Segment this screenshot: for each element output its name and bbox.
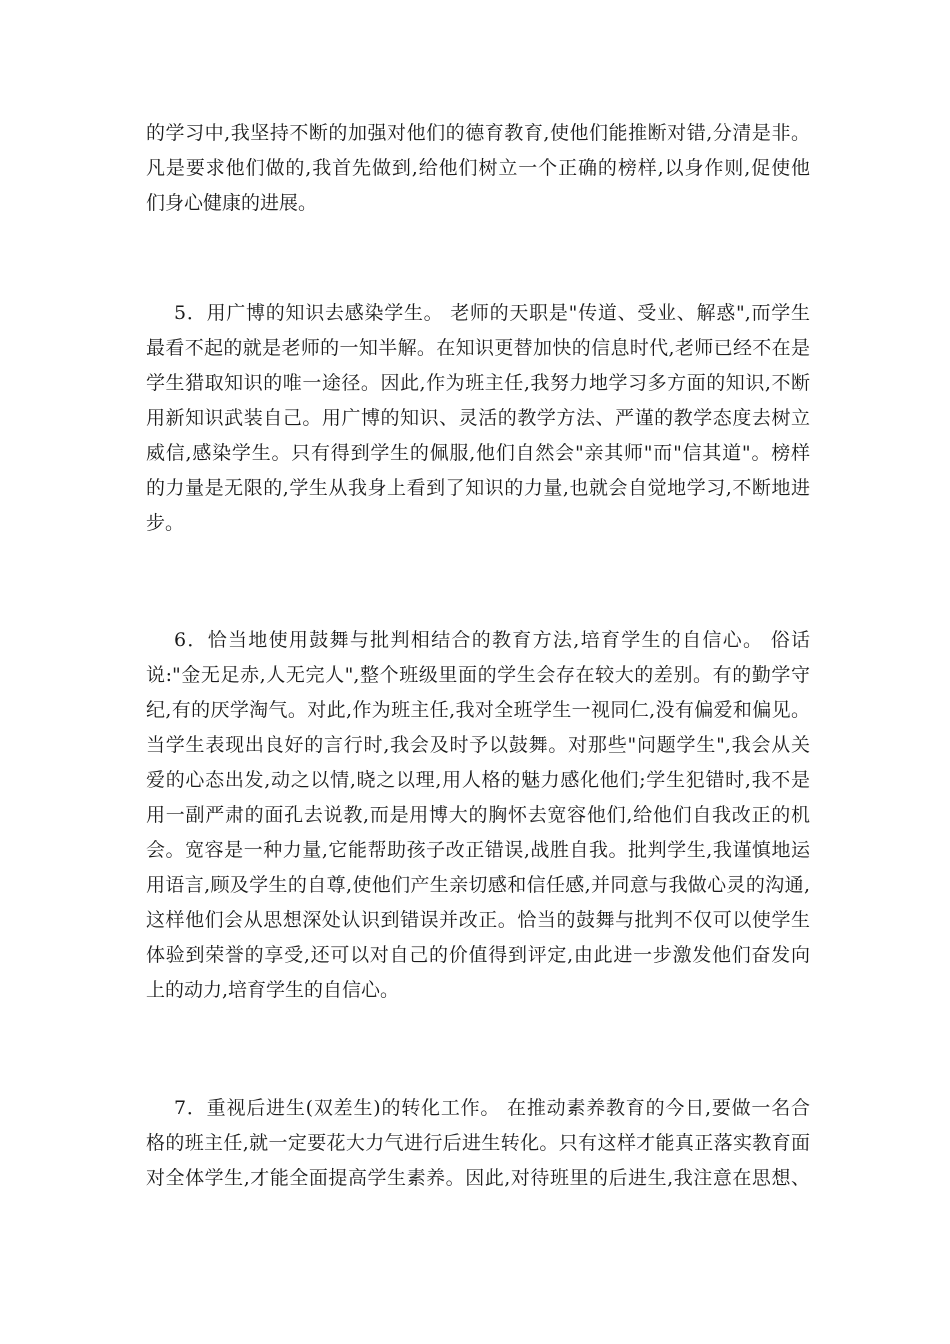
text-line: 6．恰当地使用鼓舞与批判相结合的教育方法,培育学生的自信心。 俗话 <box>174 629 810 651</box>
paragraph-item-7 <box>146 1091 810 1196</box>
text-line: 这样他们会从思想深处认识到错误并改正。恰当的鼓舞与批判不仅可以使学生 <box>146 909 810 931</box>
text-line: 凡是要求他们做的,我首先做到,给他们树立一个正确的榜样,以身作则,促使他 <box>146 157 810 179</box>
paragraph-item-6 <box>146 623 810 1008</box>
text-line: 格的班主任,就一定要花大力气进行后进生转化。只有这样才能真正落实教育面 <box>146 1132 810 1154</box>
text-line: 会。宽容是一种力量,它能帮助孩子改正错误,战胜自我。批判学生,我谨慎地运 <box>146 839 810 861</box>
text-line: 威信,感染学生。只有得到学生的佩服,他们自然会"亲其师"而"信其道"。榜样 <box>146 442 810 464</box>
text-line: 学生猎取知识的唯一途径。因此,作为班主任,我努力地学习多方面的知识,不断 <box>146 372 810 394</box>
text-line: 用新知识武装自己。用广博的知识、灵活的教学方法、严谨的教学态度去树立 <box>146 407 810 429</box>
text-line: 当学生表现出良好的言行时,我会及时予以鼓舞。对那些"问题学生",我会从关 <box>146 734 810 756</box>
text-line: 最看不起的就是老师的一知半解。在知识更替加快的信息时代,老师已经不在是 <box>146 337 810 359</box>
text-line: 用一副严肃的面孔去说教,而是用博大的胸怀去宽容他们,给他们自我改正的机 <box>146 804 810 826</box>
paragraph-moral-education <box>146 116 810 221</box>
text-line: 体验到荣誉的享受,还可以对自己的价值得到评定,由此进一步激发他们奋发向 <box>146 944 810 966</box>
text-line: 爱的心态出发,动之以情,晓之以理,用人格的魅力感化他们;学生犯错时,我不是 <box>146 769 810 791</box>
text-line: 用语言,顾及学生的自尊,使他们产生亲切感和信任感,并同意与我做心灵的沟通, <box>146 874 810 896</box>
text-line: 们身心健康的进展。 <box>146 192 318 214</box>
text-line: 的力量是无限的,学生从我身上看到了知识的力量,也就会自觉地学习,不断地进 <box>146 477 810 499</box>
paragraph-item-5 <box>146 296 810 541</box>
text-line: 7．重视后进生(双差生)的转化工作。 在推动素养教育的今日,要做一名合 <box>174 1097 810 1119</box>
text-line: 纪,有的厌学淘气。对此,作为班主任,我对全班学生一视同仁,没有偏爱和偏见。 <box>146 699 810 721</box>
text-line: 5．用广博的知识去感染学生。 老师的天职是"传道、受业、解惑",而学生 <box>174 302 810 324</box>
text-line: 对全体学生,才能全面提高学生素养。因此,对待班里的后进生,我注意在思想、 <box>146 1167 810 1189</box>
text-line: 的学习中,我坚持不断的加强对他们的德育教育,使他们能推断对错,分清是非。 <box>146 122 810 144</box>
text-line: 步。 <box>146 512 185 534</box>
text-line: 说:"金无足赤,人无完人",整个班级里面的学生会存在较大的差别。有的勤学守 <box>146 664 810 686</box>
text-line: 上的动力,培育学生的自信心。 <box>146 979 400 1001</box>
